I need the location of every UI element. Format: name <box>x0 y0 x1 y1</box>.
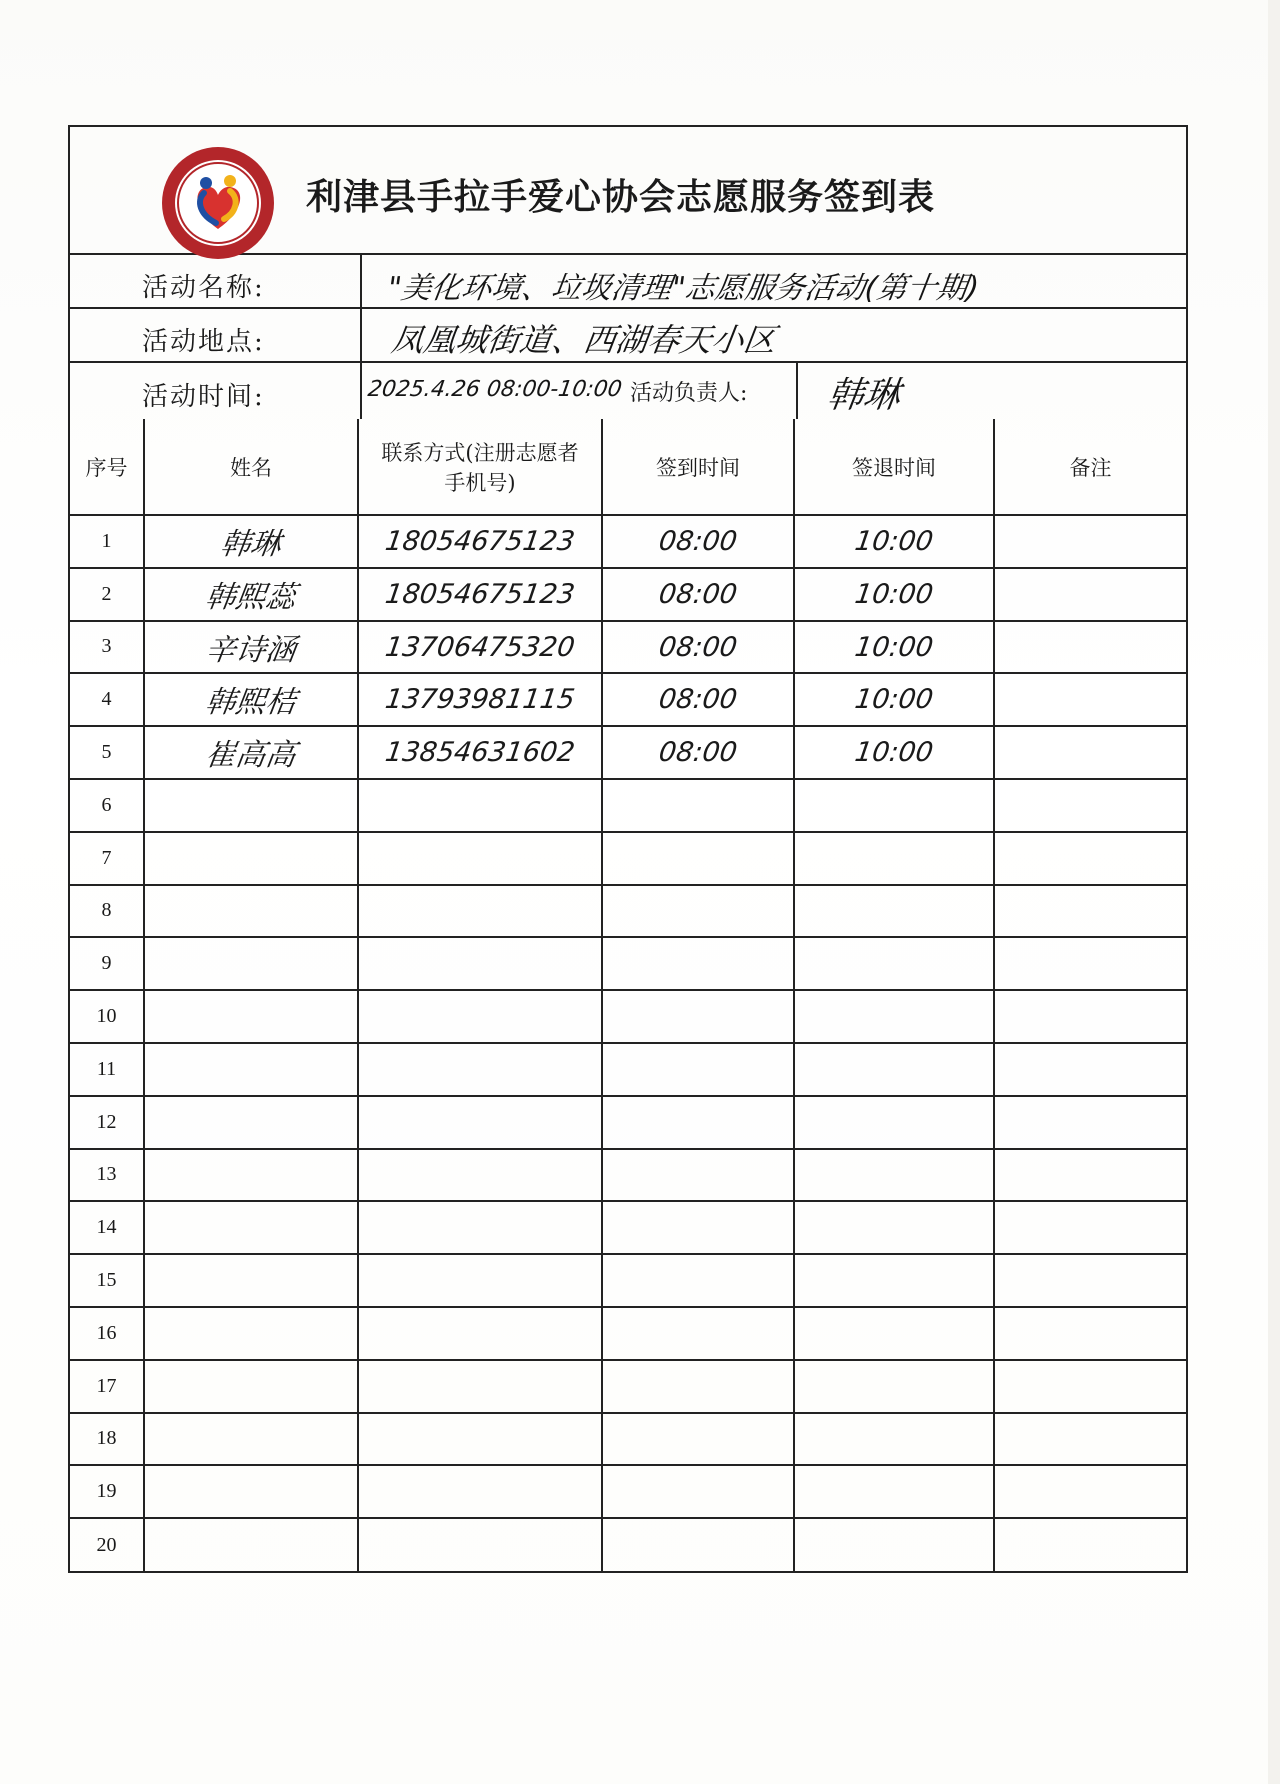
row-index-cell: 8 <box>70 885 144 938</box>
table-row <box>70 1413 1186 1466</box>
row-remark <box>991 780 1189 831</box>
row-phone-cell <box>358 1254 602 1307</box>
row-remark <box>991 1044 1189 1095</box>
table-row <box>70 1254 1186 1307</box>
row-index-cell: 9 <box>70 937 144 990</box>
table-row <box>70 832 1186 885</box>
row-checkin <box>599 1308 796 1359</box>
row-phone-cell <box>358 621 602 674</box>
row-remark <box>991 1202 1189 1253</box>
row-phone <box>355 1519 604 1571</box>
row-phone-cell <box>358 1201 602 1254</box>
row-phone-cell <box>358 1307 602 1360</box>
activity-time-value: 2025.4.26 08:00-10:00 <box>366 377 624 402</box>
row-name-cell <box>144 673 358 726</box>
row-remark-cell <box>994 1307 1186 1360</box>
table-row <box>70 1201 1186 1254</box>
row-checkout-cell <box>794 1254 994 1307</box>
activity-place-label: 活动地点: <box>142 327 265 357</box>
row-name-cell <box>144 1254 358 1307</box>
row-phone <box>355 1361 604 1412</box>
row-remark-cell <box>994 1201 1186 1254</box>
row-checkin <box>599 1466 796 1517</box>
row-checkin-cell <box>602 832 794 885</box>
row-checkin-cell <box>602 885 794 938</box>
row-name <box>141 886 360 937</box>
row-checkin: 08:00 <box>656 737 740 769</box>
header-contact <box>358 419 602 515</box>
row-index-cell: 17 <box>70 1360 144 1413</box>
row-phone <box>355 1414 604 1465</box>
form-title: 利津县手拉手爱心协会志愿服务签到表 <box>306 176 936 218</box>
row-checkout <box>791 938 996 989</box>
row-phone-cell <box>358 832 602 885</box>
table-row <box>70 937 1186 990</box>
row-remark-cell <box>994 1096 1186 1149</box>
row-remark <box>991 1150 1189 1201</box>
row-phone-cell <box>358 1360 602 1413</box>
table-row <box>70 1043 1186 1096</box>
row-phone <box>355 780 604 831</box>
row-checkin <box>599 1361 796 1412</box>
row-phone-cell <box>358 779 602 832</box>
leader-label: 活动负责人: <box>630 381 748 406</box>
row-phone-cell <box>358 990 602 1043</box>
row-phone-cell <box>358 885 602 938</box>
activity-name-value: "美化环境、垃圾清理"志愿服务活动(第十期) <box>385 271 981 306</box>
row-name-cell <box>144 1307 358 1360</box>
row-checkin: 08:00 <box>656 684 740 716</box>
table-row <box>70 990 1186 1043</box>
row-phone <box>355 886 604 937</box>
row-index-cell: 16 <box>70 1307 144 1360</box>
table-row <box>70 885 1186 938</box>
row-remark-cell <box>994 673 1186 726</box>
row-checkout <box>791 1097 996 1148</box>
table-row <box>70 1307 1186 1360</box>
header-remark: 备注 <box>994 419 1186 515</box>
row-phone: 13854631602 <box>383 737 577 769</box>
row-name <box>141 1202 360 1253</box>
row-phone: 18054675123 <box>383 578 577 610</box>
table-row <box>70 621 1186 674</box>
row-checkout: 10:00 <box>852 737 936 769</box>
row-phone: 18054675123 <box>383 525 577 557</box>
row-remark-cell <box>994 937 1186 990</box>
row-phone <box>355 1255 604 1306</box>
row-checkin-cell <box>602 1360 794 1413</box>
table-row <box>70 1518 1186 1571</box>
row-remark-cell <box>994 515 1186 568</box>
row-phone <box>355 1308 604 1359</box>
row-name-cell <box>144 1201 358 1254</box>
row-checkout-cell <box>794 673 994 726</box>
row-checkin-cell <box>602 1518 794 1571</box>
row-checkout-cell <box>794 1043 994 1096</box>
table-row <box>70 1149 1186 1202</box>
row-name-cell <box>144 515 358 568</box>
row-name-cell <box>144 1360 358 1413</box>
row-checkout <box>791 1202 996 1253</box>
row-checkout-cell <box>794 832 994 885</box>
row-name-cell <box>144 885 358 938</box>
row-checkin-cell <box>602 1043 794 1096</box>
row-remark-cell <box>994 568 1186 621</box>
row-name <box>141 1361 360 1412</box>
signin-form <box>68 125 1188 1573</box>
row-phone-cell <box>358 1465 602 1518</box>
row-remark <box>991 727 1189 778</box>
row-checkout-cell <box>794 1413 994 1466</box>
row-checkin <box>599 1519 796 1571</box>
row-name <box>141 1466 360 1517</box>
row-checkin-cell <box>602 937 794 990</box>
header-name: 姓名 <box>144 419 358 515</box>
row-name <box>141 1255 360 1306</box>
row-phone-cell <box>358 1043 602 1096</box>
row-remark-cell <box>994 1254 1186 1307</box>
divider <box>360 363 362 419</box>
row-checkout-cell <box>794 726 994 779</box>
row-checkin-cell <box>602 1096 794 1149</box>
row-name-cell <box>144 990 358 1043</box>
activity-place-value: 凤凰城街道、西湖春天小区 <box>389 321 779 359</box>
row-checkout-cell <box>794 1201 994 1254</box>
row-checkout <box>791 1519 996 1571</box>
row-checkout-cell <box>794 779 994 832</box>
row-checkout-cell <box>794 1465 994 1518</box>
row-remark-cell <box>994 621 1186 674</box>
row-checkin-cell <box>602 673 794 726</box>
header-contact-line2: 手机号) <box>444 470 516 495</box>
divider <box>796 363 798 419</box>
row-checkout <box>791 886 996 937</box>
activity-name-label: 活动名称: <box>142 273 265 303</box>
activity-place-row <box>70 309 1186 363</box>
header-index: 序号 <box>70 419 144 515</box>
row-checkout-cell <box>794 937 994 990</box>
row-checkin <box>599 886 796 937</box>
row-phone-cell <box>358 1518 602 1571</box>
row-checkin-cell <box>602 1307 794 1360</box>
row-checkin: 08:00 <box>656 525 740 557</box>
header-contact-line1: 联系方式(注册志愿者 <box>381 440 579 465</box>
row-checkin-cell <box>602 621 794 674</box>
row-name-cell <box>144 1043 358 1096</box>
row-checkout-cell <box>794 515 994 568</box>
row-checkin-cell <box>602 1201 794 1254</box>
association-seal-logo <box>160 145 276 261</box>
signin-table <box>70 419 1186 1571</box>
row-checkin <box>599 1414 796 1465</box>
row-checkout <box>791 1044 996 1095</box>
row-remark <box>991 516 1189 567</box>
row-checkin <box>599 991 796 1042</box>
row-name-cell <box>144 779 358 832</box>
title-row <box>70 127 1186 255</box>
row-phone <box>355 1150 604 1201</box>
row-remark <box>991 674 1189 725</box>
row-remark <box>991 622 1189 673</box>
row-checkout-cell <box>794 1096 994 1149</box>
row-index-cell: 13 <box>70 1149 144 1202</box>
row-name: 崔高高 <box>203 738 298 774</box>
row-phone-cell <box>358 568 602 621</box>
row-phone <box>355 833 604 884</box>
table-header-row <box>70 419 1186 515</box>
row-checkout <box>791 833 996 884</box>
row-checkin <box>599 1044 796 1095</box>
row-name <box>141 1044 360 1095</box>
activity-name-row <box>70 255 1186 309</box>
table-row <box>70 779 1186 832</box>
row-checkout <box>791 1466 996 1517</box>
row-phone <box>355 1202 604 1253</box>
row-checkout: 10:00 <box>852 525 936 557</box>
row-phone-cell <box>358 1413 602 1466</box>
row-name <box>141 1519 360 1571</box>
row-checkout <box>791 1150 996 1201</box>
row-checkin: 08:00 <box>656 631 740 663</box>
row-phone <box>355 1097 604 1148</box>
row-checkout <box>791 1414 996 1465</box>
row-checkout-cell <box>794 885 994 938</box>
row-checkout-cell <box>794 1149 994 1202</box>
row-checkout-cell <box>794 568 994 621</box>
row-remark <box>991 938 1189 989</box>
row-remark-cell <box>994 1149 1186 1202</box>
row-checkout-cell <box>794 1518 994 1571</box>
row-name <box>141 1150 360 1201</box>
row-name-cell <box>144 1465 358 1518</box>
table-row <box>70 515 1186 568</box>
row-checkin-cell <box>602 1465 794 1518</box>
row-name-cell <box>144 832 358 885</box>
row-checkin <box>599 1202 796 1253</box>
row-checkin <box>599 833 796 884</box>
row-remark <box>991 833 1189 884</box>
row-checkout-cell <box>794 621 994 674</box>
row-remark-cell <box>994 1043 1186 1096</box>
row-name-cell <box>144 568 358 621</box>
row-checkout-cell <box>794 1307 994 1360</box>
row-remark <box>991 1361 1189 1412</box>
row-index-cell: 18 <box>70 1413 144 1466</box>
row-phone <box>355 1044 604 1095</box>
row-name: 韩熙蕊 <box>203 580 298 616</box>
row-remark-cell <box>994 1413 1186 1466</box>
row-phone <box>355 1466 604 1517</box>
table-row <box>70 1096 1186 1149</box>
row-checkin-cell <box>602 568 794 621</box>
row-name <box>141 833 360 884</box>
row-remark <box>991 1414 1189 1465</box>
divider <box>360 255 362 307</box>
row-name <box>141 1308 360 1359</box>
row-phone <box>355 991 604 1042</box>
row-checkout: 10:00 <box>852 578 936 610</box>
activity-time-row <box>70 363 1186 419</box>
row-name-cell <box>144 1413 358 1466</box>
row-remark-cell <box>994 1360 1186 1413</box>
row-index-cell: 6 <box>70 779 144 832</box>
row-name-cell <box>144 937 358 990</box>
row-name <box>141 1414 360 1465</box>
row-checkin-cell <box>602 1254 794 1307</box>
row-remark <box>991 1466 1189 1517</box>
row-name <box>141 938 360 989</box>
row-phone-cell <box>358 673 602 726</box>
table-row <box>70 673 1186 726</box>
table-row <box>70 568 1186 621</box>
row-index-cell: 3 <box>70 621 144 674</box>
row-remark-cell <box>994 1465 1186 1518</box>
row-name <box>141 780 360 831</box>
row-checkout: 10:00 <box>852 631 936 663</box>
row-remark <box>991 569 1189 620</box>
row-index-cell: 14 <box>70 1201 144 1254</box>
row-name <box>141 991 360 1042</box>
header-checkin: 签到时间 <box>602 419 794 515</box>
row-checkin-cell <box>602 779 794 832</box>
row-name-cell <box>144 621 358 674</box>
row-phone-cell <box>358 726 602 779</box>
row-checkin: 08:00 <box>656 578 740 610</box>
activity-time-label: 活动时间: <box>142 382 265 412</box>
row-checkin-cell <box>602 515 794 568</box>
row-index-cell: 20 <box>70 1518 144 1571</box>
row-remark <box>991 1519 1189 1571</box>
table-row <box>70 1360 1186 1413</box>
row-name: 韩熙桔 <box>203 685 298 721</box>
row-remark-cell <box>994 726 1186 779</box>
row-checkin-cell <box>602 990 794 1043</box>
row-checkin <box>599 1097 796 1148</box>
row-index-cell: 1 <box>70 515 144 568</box>
header-checkout: 签退时间 <box>794 419 994 515</box>
row-index-cell: 19 <box>70 1465 144 1518</box>
row-checkin <box>599 780 796 831</box>
row-checkout <box>791 780 996 831</box>
row-name: 辛诗涵 <box>203 632 298 668</box>
row-index-cell: 12 <box>70 1096 144 1149</box>
divider <box>360 309 362 361</box>
row-name-cell <box>144 726 358 779</box>
row-phone: 13793981115 <box>383 684 577 716</box>
row-index-cell: 15 <box>70 1254 144 1307</box>
row-remark-cell <box>994 885 1186 938</box>
row-checkout <box>791 1308 996 1359</box>
row-remark <box>991 886 1189 937</box>
row-name-cell <box>144 1096 358 1149</box>
row-phone: 13706475320 <box>383 631 577 663</box>
row-checkin-cell <box>602 726 794 779</box>
row-index-cell: 7 <box>70 832 144 885</box>
row-name <box>141 1097 360 1148</box>
row-index-cell: 5 <box>70 726 144 779</box>
row-phone <box>355 938 604 989</box>
row-checkin <box>599 938 796 989</box>
row-checkin <box>599 1255 796 1306</box>
row-phone-cell <box>358 515 602 568</box>
row-name-cell <box>144 1149 358 1202</box>
row-checkout <box>791 1361 996 1412</box>
row-remark-cell <box>994 779 1186 832</box>
row-remark-cell <box>994 1518 1186 1571</box>
row-checkout: 10:00 <box>852 684 936 716</box>
row-checkout <box>791 1255 996 1306</box>
table-row <box>70 1465 1186 1518</box>
row-index-cell: 11 <box>70 1043 144 1096</box>
row-remark <box>991 991 1189 1042</box>
row-name: 韩琳 <box>218 527 283 563</box>
row-phone-cell <box>358 1096 602 1149</box>
row-checkout-cell <box>794 990 994 1043</box>
row-phone-cell <box>358 937 602 990</box>
row-name-cell <box>144 1518 358 1571</box>
row-remark <box>991 1308 1189 1359</box>
row-remark <box>991 1255 1189 1306</box>
row-remark-cell <box>994 832 1186 885</box>
row-checkin <box>599 1150 796 1201</box>
row-checkin-cell <box>602 1149 794 1202</box>
row-checkout <box>791 991 996 1042</box>
row-checkout-cell <box>794 1360 994 1413</box>
row-checkin-cell <box>602 1413 794 1466</box>
row-index-cell: 2 <box>70 568 144 621</box>
row-remark <box>991 1097 1189 1148</box>
row-phone-cell <box>358 1149 602 1202</box>
row-remark-cell <box>994 990 1186 1043</box>
table-row <box>70 726 1186 779</box>
row-index-cell: 4 <box>70 673 144 726</box>
row-index-cell: 10 <box>70 990 144 1043</box>
leader-value: 韩琳 <box>824 375 903 416</box>
